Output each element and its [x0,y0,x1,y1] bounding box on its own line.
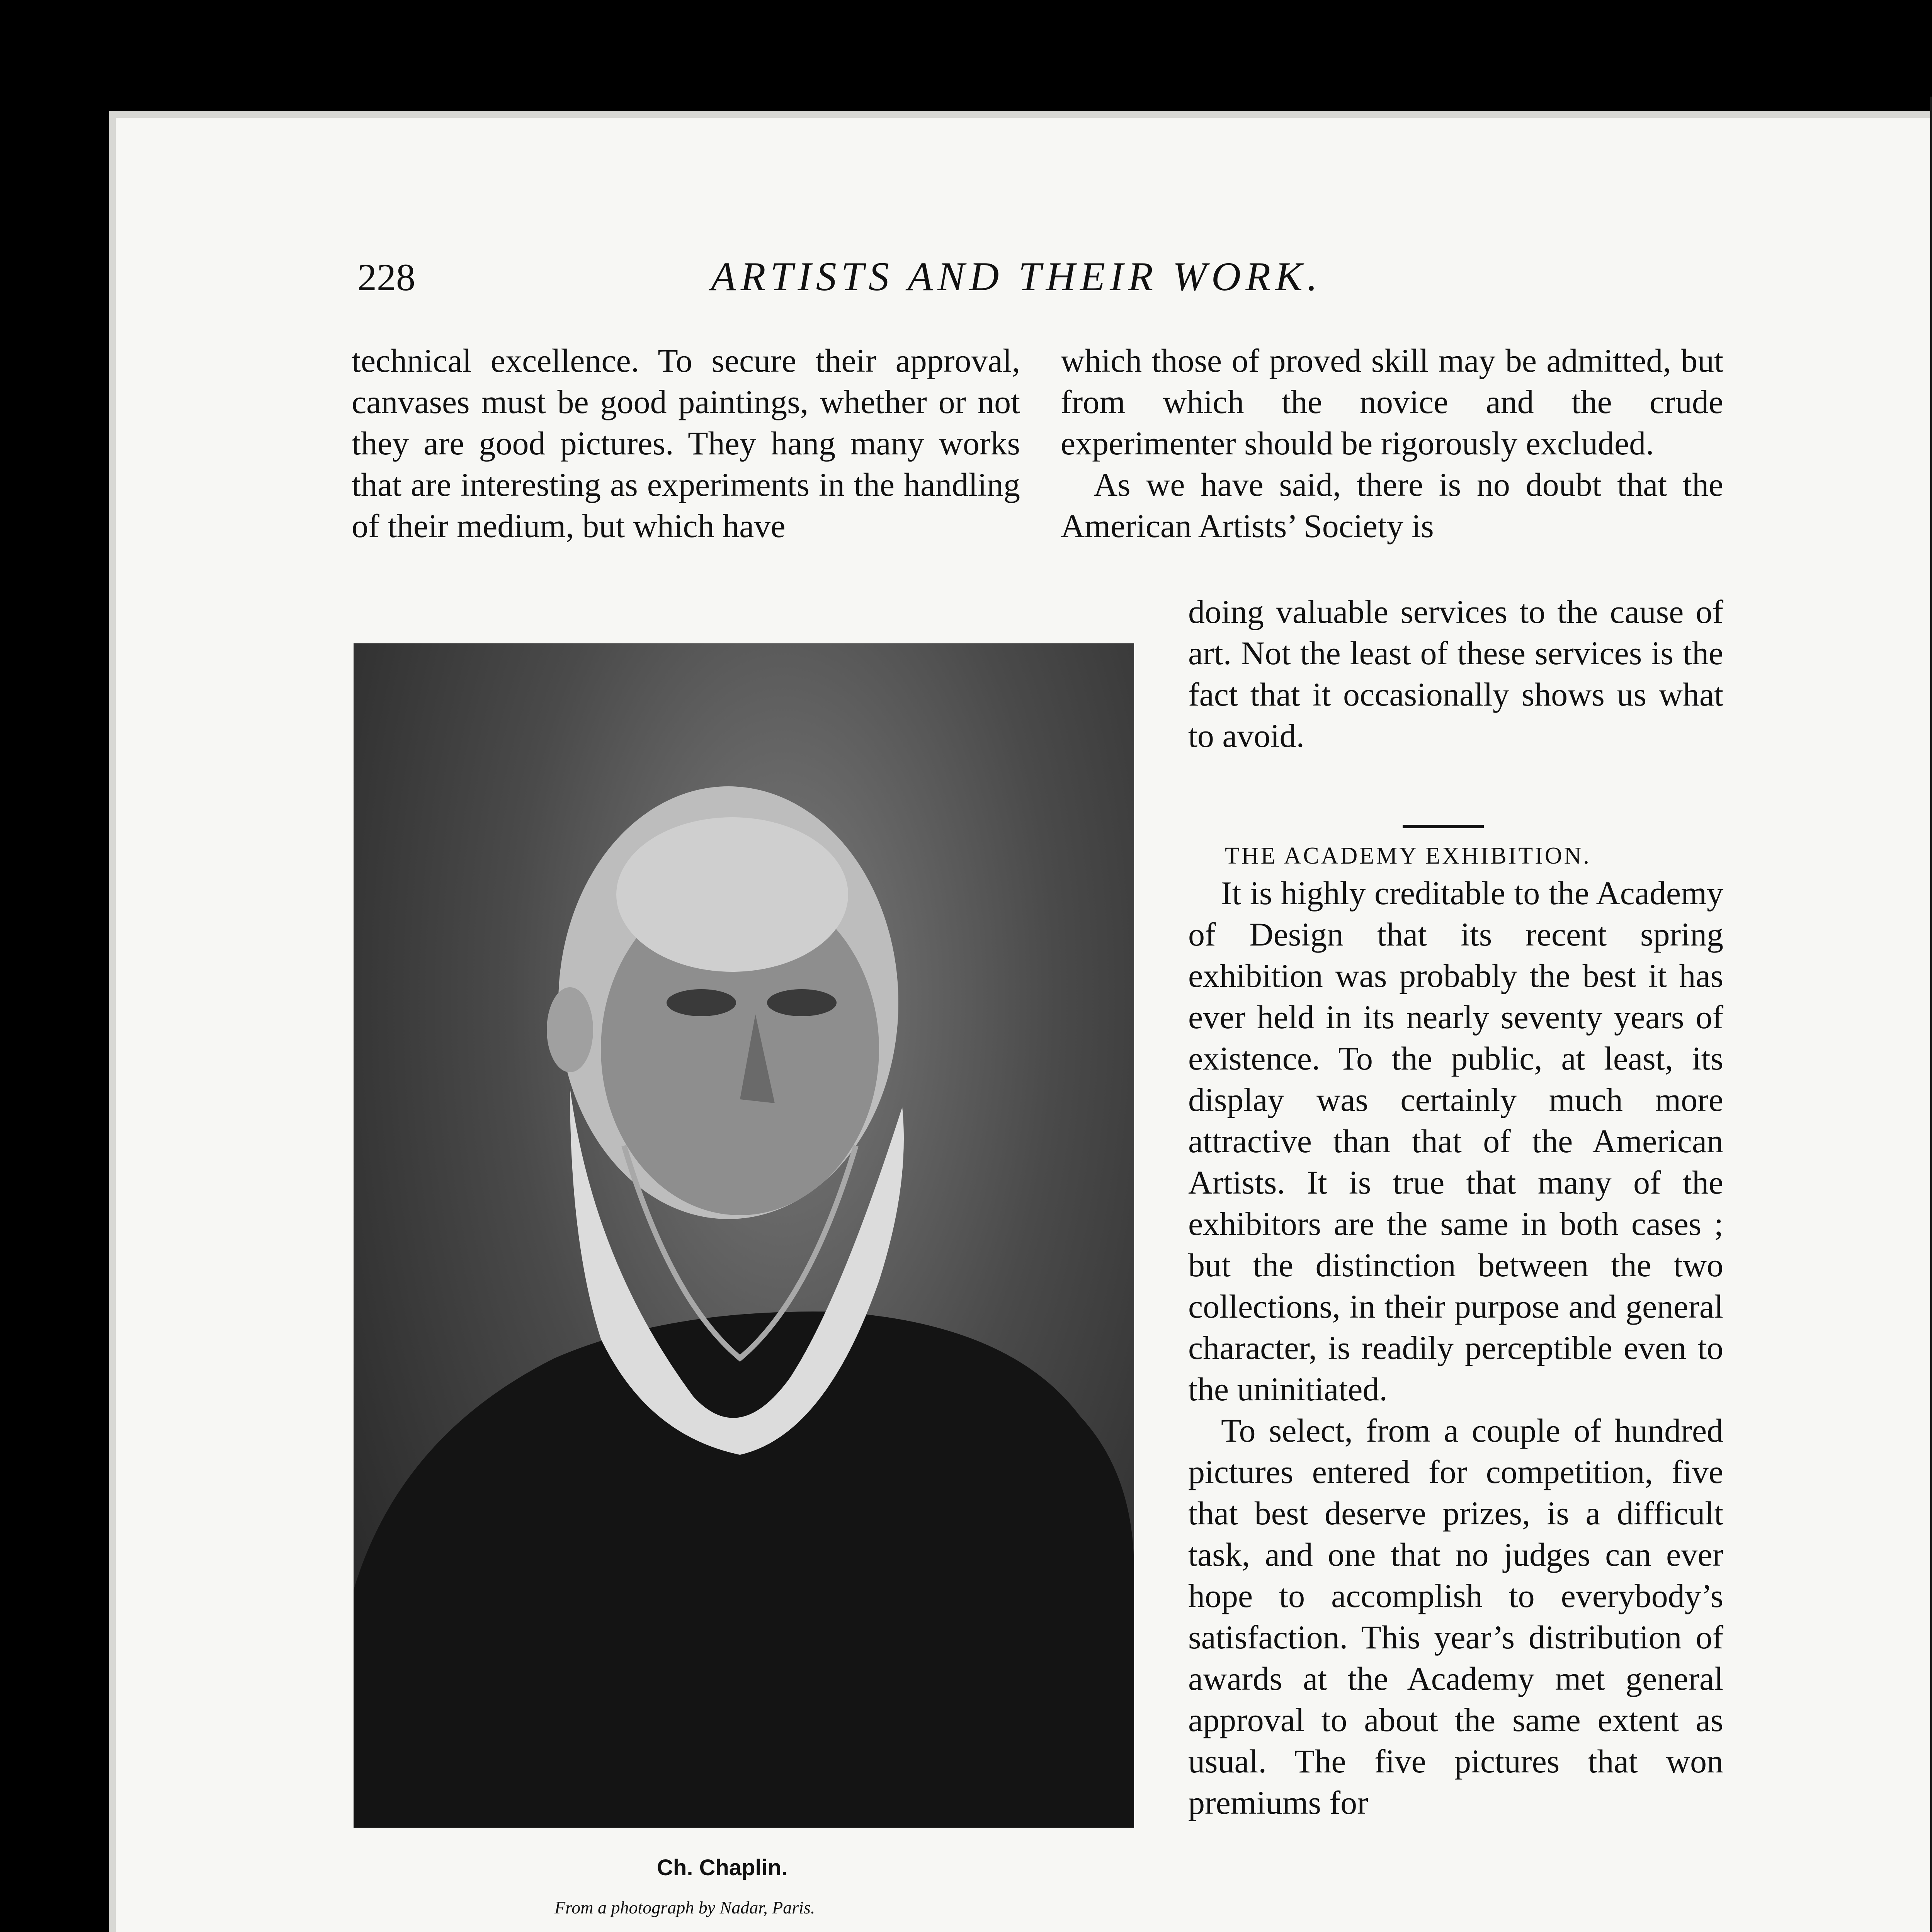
paragraph: technical excellence. To secure their approval, canvases must be good paintings, whether or not they are good pictures. They hang many works that are interesting as experiments in the handling of their medium, but which have [352,342,1020,544]
figure-credit: From a photograph by Nadar, Paris. [554,1898,815,1917]
portrait-photo [354,643,1134,1828]
left-column-top [352,340,1020,547]
paragraph: As we have said, there is no doubt that the American Artists’ Society is [1061,466,1723,544]
paragraph: doing valuable services to the cause of art. Not the least of these services is the fact that it occasionally shows us what to avoid. [1188,593,1723,754]
running-title: ARTISTS AND THEIR WORK. [711,254,1322,299]
section-heading: THE ACADEMY EXHIBITION. [1225,843,1591,869]
section-divider [1403,825,1484,828]
page-gutter-edge [1930,97,1932,1932]
right-column-narrow [1188,591,1723,1823]
paragraph: It is highly creditable to the Academy of Design that its recent spring exhibition was probably the best it has ever held in its nearly seventy years of existence. To the public, at least, its display was certainly much more attractive than that of the American Artists. It is true that many of the exhibitors are the same in both cases ; but the distinction between the two collections, in their purpose and general character, is readily perceptible even to the uninitiated. [1188,874,1723,1408]
figure-caption: Ch. Chaplin. [657,1855,788,1880]
portrait-illustration [354,643,1134,1828]
paragraph: To select, from a couple of hundred pictures entered for competition, five that best deserve prizes, is a difficult task, and one that no judges can ever hope to accomplish to everybody’s satisfaction. This year’s distribution of awards at the Academy met general approval to about the same extent as usual. The five pictures that won premiums for [1188,1412,1723,1821]
paragraph: which those of proved skill may be admitted, but from which the novice and the crude experimenter should be rigorously excluded. [1061,342,1723,462]
right-column-top [1061,340,1723,547]
page-number: 228 [357,256,415,299]
